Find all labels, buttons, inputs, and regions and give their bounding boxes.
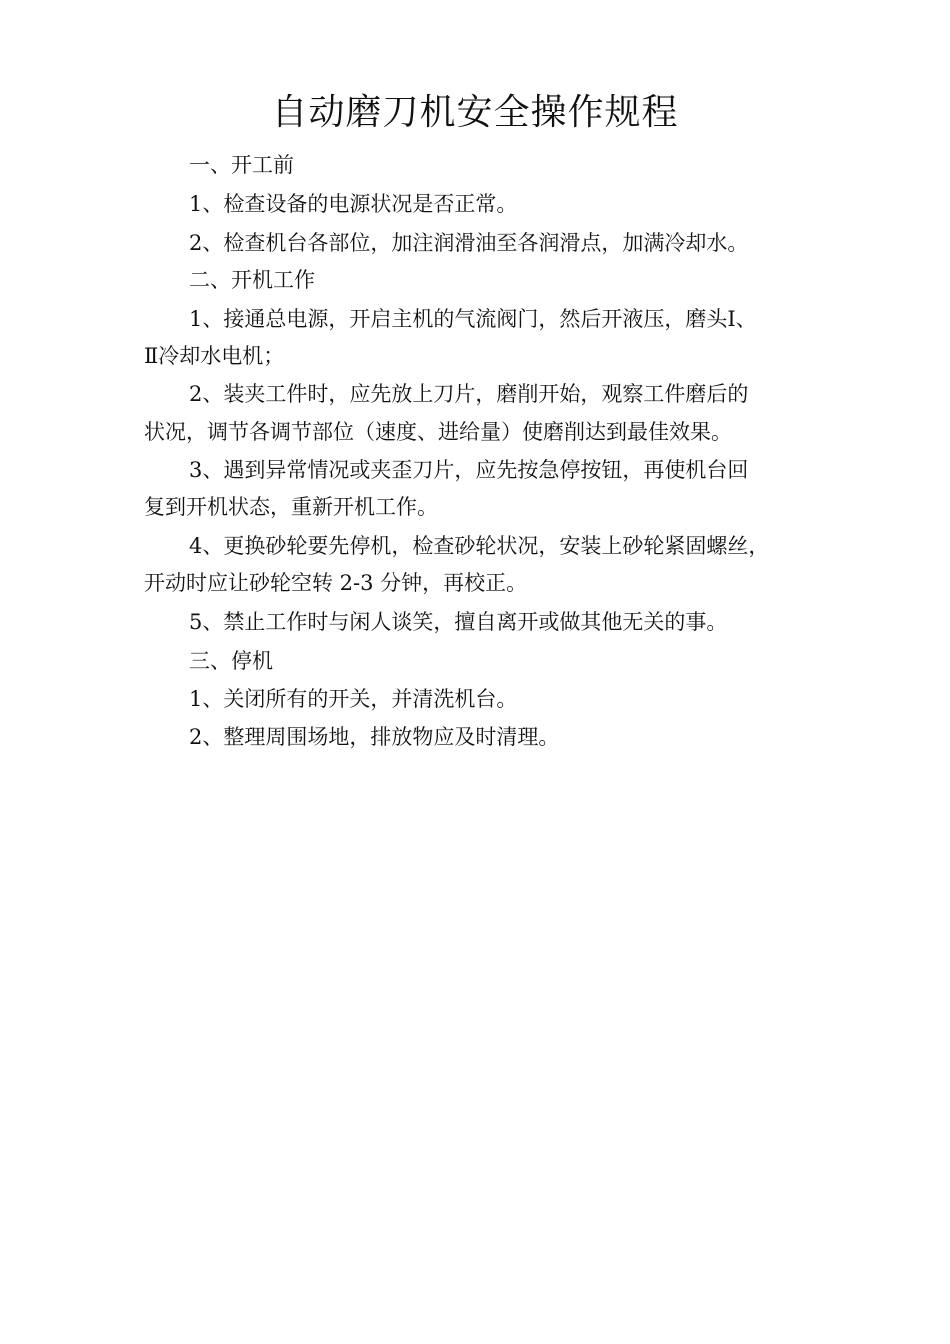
paragraph: 2、整理周围场地，排放物应及时清理。 bbox=[189, 725, 560, 749]
section-heading: 二、开机工作 bbox=[189, 268, 315, 292]
paragraph: 1、关闭所有的开关，并清洗机台。 bbox=[189, 687, 518, 711]
paragraph-line: 2、装夹工件时，应先放上刀片，磨削开始，观察工件磨后的 bbox=[189, 382, 749, 406]
section-heading: 三、停机 bbox=[189, 649, 273, 673]
document-title: 自动磨刀机安全操作规程 bbox=[271, 92, 679, 133]
paragraph-line: 状况，调节各调节部位（速度、进给量）使磨削达到最佳效果。 bbox=[144, 420, 732, 444]
paragraph-line: 4、更换砂轮要先停机，检查砂轮状况，安装上砂轮紧固螺丝， bbox=[189, 534, 770, 558]
paragraph-line: Ⅱ冷却水电机； bbox=[144, 344, 285, 368]
paragraph-line: 复到开机状态，重新开机工作。 bbox=[144, 495, 438, 519]
paragraph-line: 开动时应让砂轮空转 2-3 分钟，再校正。 bbox=[144, 571, 528, 595]
paragraph: 1、检查设备的电源状况是否正常。 bbox=[189, 192, 518, 216]
paragraph-line: 1、接通总电源，开启主机的气流阀门，然后开液压，磨头Ⅰ、 bbox=[189, 307, 757, 331]
paragraph-line: 3、遇到异常情况或夹歪刀片，应先按急停按钮，再使机台回 bbox=[189, 458, 749, 482]
section-heading: 一、开工前 bbox=[189, 153, 294, 177]
paragraph: 5、禁止工作时与闲人谈笑，擅自离开或做其他无关的事。 bbox=[189, 610, 728, 634]
paragraph: 2、检查机台各部位，加注润滑油至各润滑点，加满冷却水。 bbox=[189, 231, 749, 255]
